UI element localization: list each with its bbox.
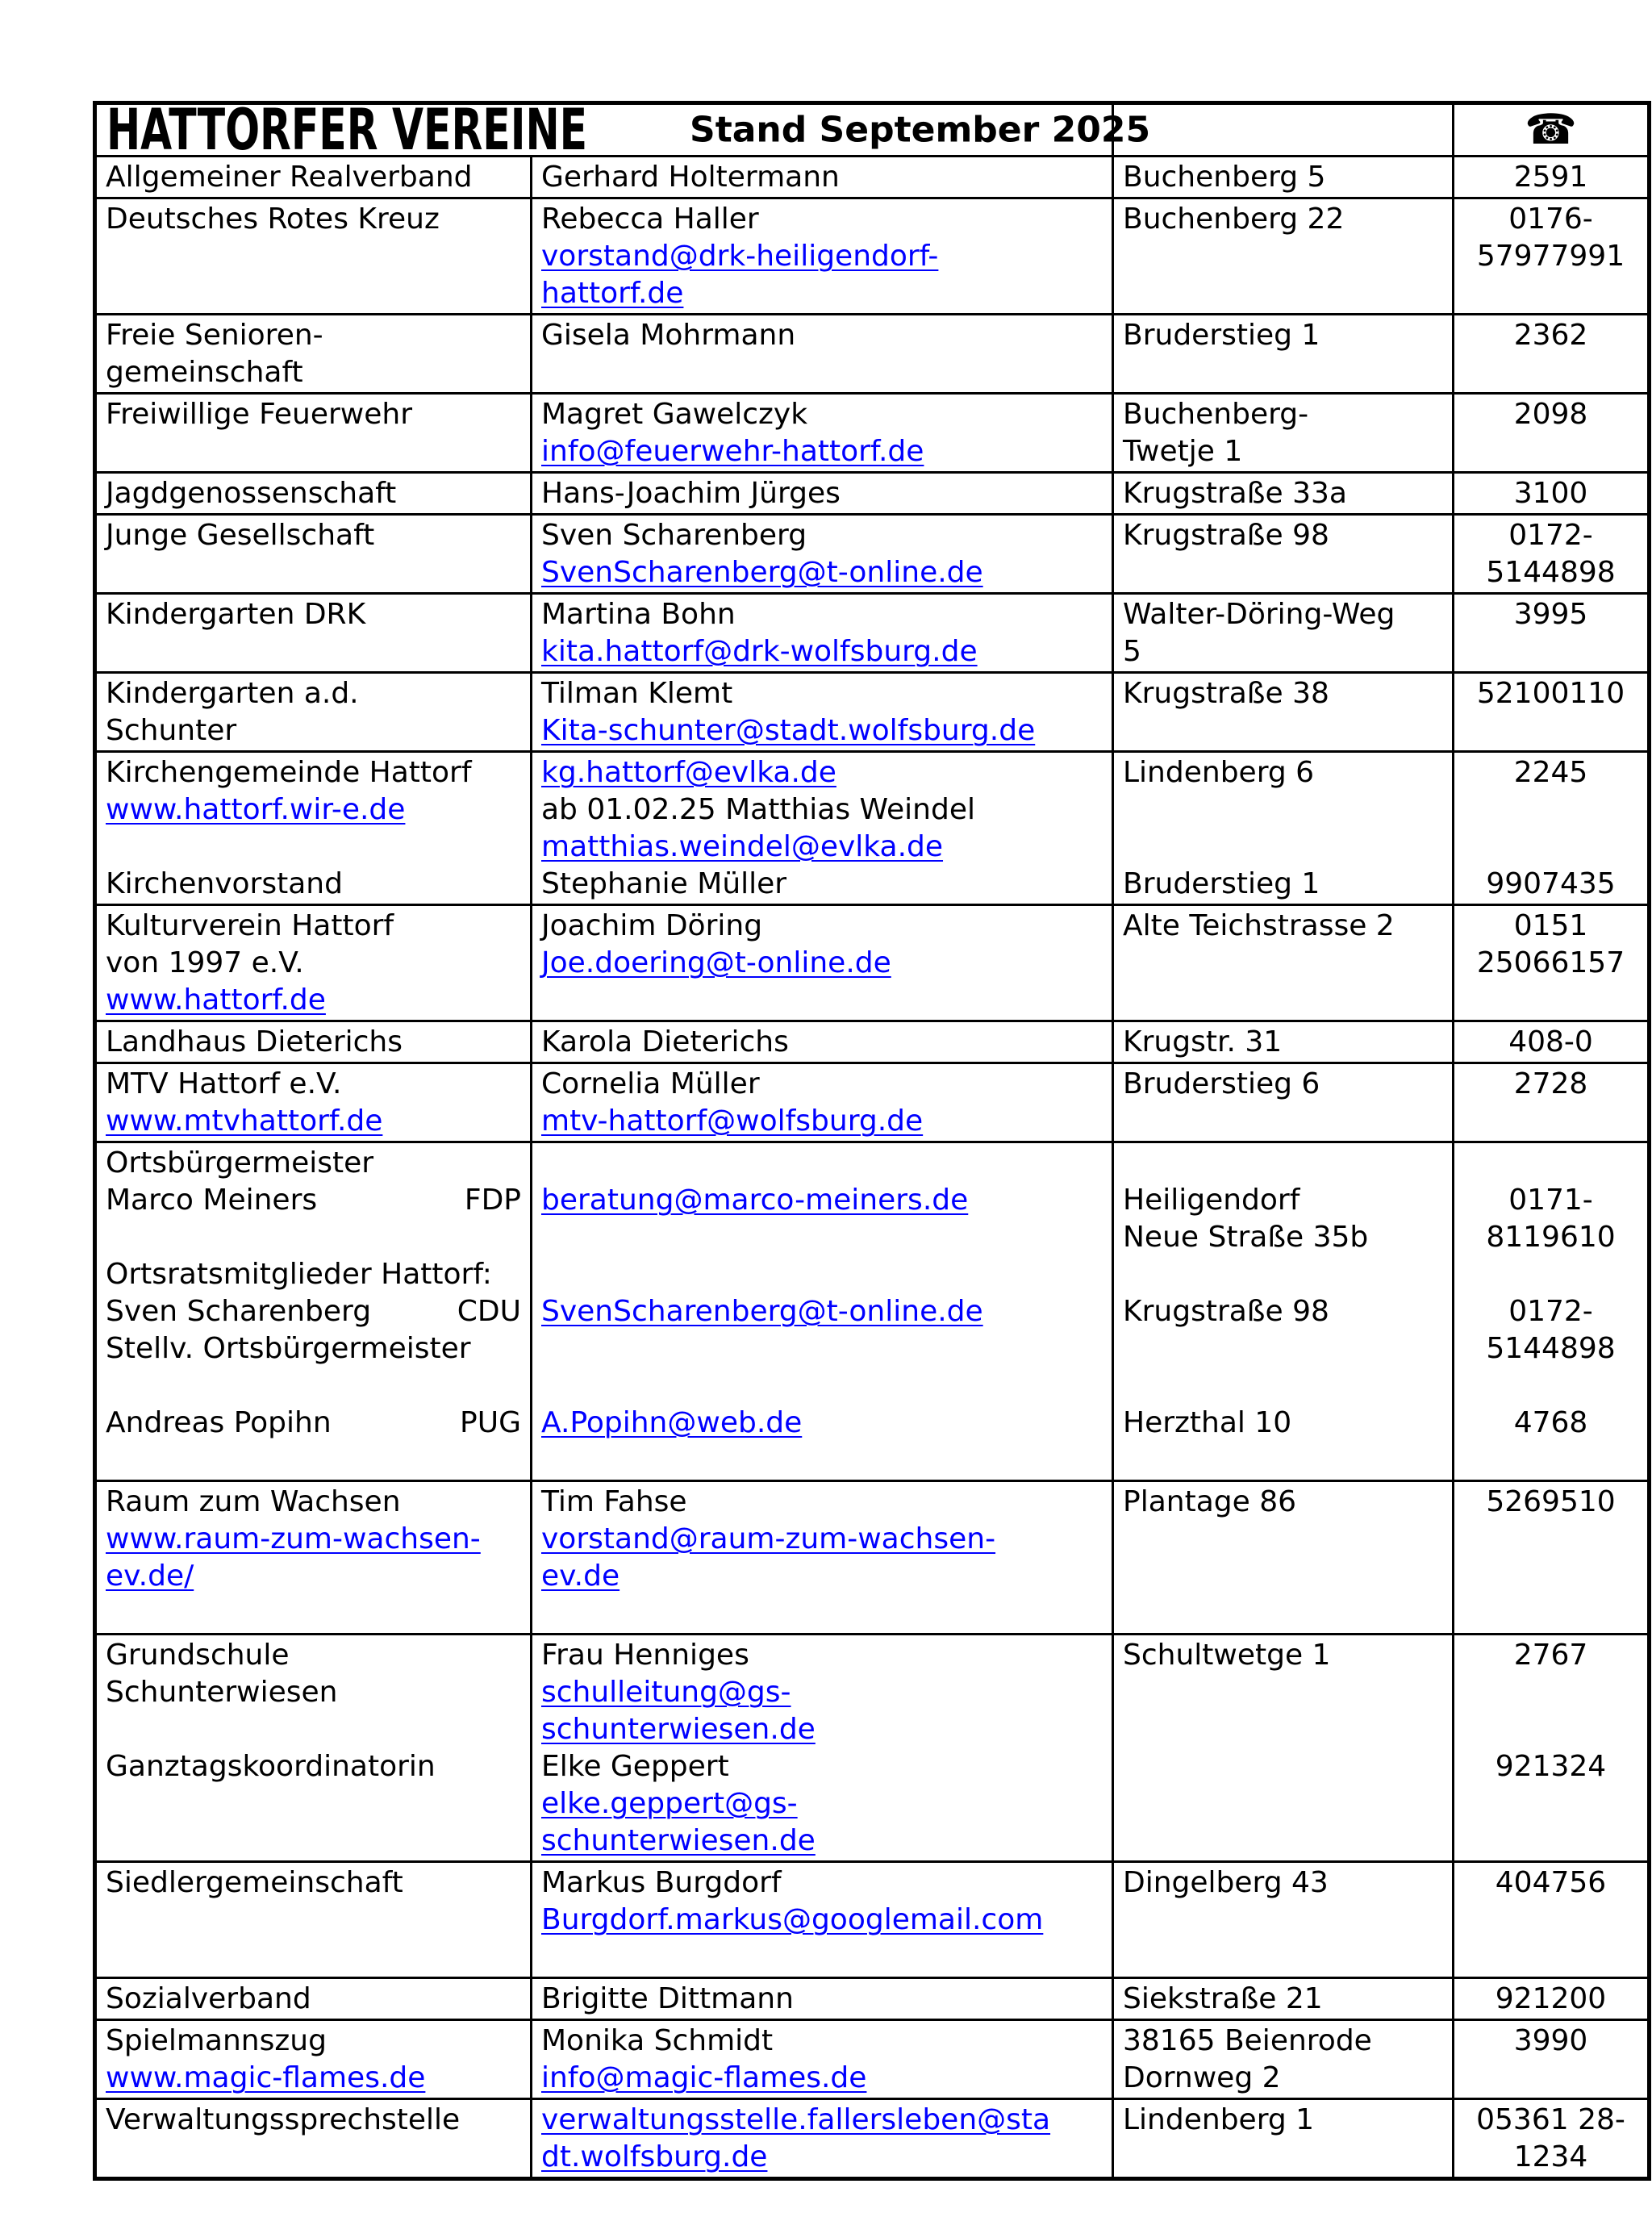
blank-line: [1123, 1330, 1443, 1367]
blank-line: [1463, 829, 1638, 866]
text-line: 5144898: [1486, 1332, 1616, 1365]
phone-cell: [1454, 1021, 1650, 1063]
text-line: Siedlergemeinschaft: [106, 1866, 403, 1899]
text-line: 0172-: [1508, 519, 1593, 552]
link-line: [541, 1785, 1103, 1823]
text-line: Schunter: [106, 714, 237, 747]
link-line: [541, 275, 1103, 312]
contact-cell: [532, 2099, 1113, 2179]
text-line: 5269510: [1486, 1485, 1616, 1518]
blank-line: [1463, 1145, 1638, 1182]
contact-cell: [532, 752, 1113, 905]
text-line: 38165 Beienrode: [1123, 2024, 1372, 2057]
contact-cell: [532, 1862, 1113, 1978]
text-line: Krugstraße 98: [1123, 519, 1329, 552]
text-line: Herzthal 10: [1123, 1406, 1292, 1439]
text-line: 1234: [1513, 2140, 1588, 2173]
blank-line: [541, 1939, 1103, 1976]
text-line: 0172-: [1508, 1295, 1593, 1328]
blank-line: [541, 1256, 1103, 1293]
link-line: [541, 2060, 1103, 2097]
blank-line: [1463, 1711, 1638, 1748]
text-line: Dingelberg 43: [1123, 1866, 1329, 1899]
contact-cell: [532, 1021, 1113, 1063]
hyperlink[interactable]: matthias.weindel@evlka.de: [541, 830, 944, 863]
text-line: Schunterwiesen: [106, 1676, 338, 1709]
club-cell: [95, 1635, 532, 1862]
text-line: Tim Fahse: [541, 1485, 687, 1518]
text-line: Spielmannszug: [106, 2024, 327, 2057]
text-line: 3995: [1513, 598, 1588, 631]
club-cell: [95, 2020, 532, 2099]
text-line: Kirchenvorstand: [106, 867, 343, 900]
table-row: [95, 2020, 1650, 2099]
contact-cell: [532, 594, 1113, 673]
text-line: Frau Henniges: [541, 1639, 749, 1672]
split-left-text: Marco Meiners: [106, 1184, 318, 1217]
header-phone-cell: [1454, 103, 1650, 157]
contact-cell: [532, 673, 1113, 752]
table-row: [95, 473, 1650, 515]
text-line: ab 01.02.25 Matthias Weindel: [541, 793, 975, 826]
address-cell: [1113, 2099, 1454, 2179]
link-line: [541, 1823, 1103, 1860]
phone-cell: [1454, 594, 1650, 673]
table-row: [95, 515, 1650, 594]
blank-line: [541, 1145, 1103, 1182]
text-line: 5: [1123, 635, 1141, 668]
hyperlink[interactable]: Kita-schunter@stadt.wolfsburg.de: [541, 714, 1036, 747]
address-cell: [1113, 394, 1454, 473]
text-line: 921200: [1495, 1982, 1607, 2015]
text-line: Kirchengemeinde Hattorf: [106, 756, 472, 789]
link-line: [541, 1405, 1103, 1442]
contact-cell: [532, 157, 1113, 198]
header-empty-cell: [1113, 103, 1454, 157]
text-line: Lindenberg 6: [1123, 756, 1315, 789]
link-line: [541, 754, 1103, 791]
hyperlink[interactable]: schunterwiesen.de: [541, 1713, 816, 1746]
phone-cell: [1454, 473, 1650, 515]
table-row: [95, 594, 1650, 673]
club-cell: [95, 673, 532, 752]
phone-cell: [1454, 198, 1650, 315]
hyperlink[interactable]: SvenScharenberg@t-online.de: [541, 556, 983, 589]
link-line: [106, 791, 521, 829]
hyperlink[interactable]: SvenScharenberg@t-online.de: [541, 1295, 983, 1328]
text-line: Krugstr. 31: [1123, 1025, 1283, 1058]
text-line: Raum zum Wachsen: [106, 1485, 401, 1518]
table-row: [95, 1481, 1650, 1635]
text-line: Buchenberg 22: [1123, 203, 1345, 236]
link-line: [541, 1103, 1103, 1140]
contact-cell: [532, 1635, 1113, 1862]
club-cell: [95, 1142, 532, 1481]
text-line: 0171-: [1508, 1184, 1593, 1217]
phone-cell: [1454, 1142, 1650, 1481]
text-line: Gisela Mohrmann: [541, 319, 796, 352]
text-line: Sozialverband: [106, 1982, 311, 2015]
text-line: 4768: [1513, 1406, 1588, 1439]
text-line: 2245: [1513, 756, 1588, 789]
hyperlink[interactable]: A.Popihn@web.de: [541, 1406, 803, 1439]
phone-cell: [1454, 315, 1650, 394]
table-row: [95, 752, 1650, 905]
table-row: [95, 1862, 1650, 1978]
text-line: Tilman Klemt: [541, 677, 733, 710]
text-line: Hans-Joachim Jürges: [541, 477, 841, 510]
link-line: [541, 2139, 1103, 2176]
contact-cell: [532, 1142, 1113, 1481]
blank-line: [1123, 1145, 1443, 1182]
link-line: [541, 433, 1103, 470]
hyperlink[interactable]: vorstand@drk-heiligendorf-: [541, 240, 939, 273]
text-line: 404756: [1495, 1866, 1607, 1899]
club-cell: [95, 315, 532, 394]
text-line: Ortsratsmitglieder Hattorf:: [106, 1258, 492, 1291]
address-cell: [1113, 594, 1454, 673]
address-cell: [1113, 673, 1454, 752]
club-cell: [95, 1978, 532, 2020]
hyperlink[interactable]: info@feuerwehr-hattorf.de: [541, 435, 924, 468]
text-line: 2098: [1513, 398, 1588, 431]
link-line: [106, 1521, 521, 1558]
address-cell: [1113, 1635, 1454, 1862]
table-row: [95, 2099, 1650, 2179]
blank-line: [1463, 1674, 1638, 1711]
blank-line: [106, 1442, 521, 1479]
text-line: Buchenberg-: [1123, 398, 1309, 431]
text-line: 25066157: [1476, 946, 1625, 979]
text-line: 5144898: [1486, 556, 1616, 589]
link-line: [541, 1521, 1103, 1558]
phone-icon: ☎: [1525, 106, 1577, 154]
hyperlink[interactable]: www.magic-flames.de: [106, 2061, 426, 2094]
table-header-row: [95, 103, 1650, 157]
link-line: [106, 1558, 521, 1595]
contact-cell: [532, 473, 1113, 515]
split-right-text: CDU: [457, 1295, 521, 1328]
table-row: [95, 198, 1650, 315]
address-cell: [1113, 157, 1454, 198]
text-line: Brigitte Dittmann: [541, 1982, 794, 2015]
text-line: Ganztagskoordinatorin: [106, 1750, 436, 1783]
link-line: [541, 1558, 1103, 1595]
blank-line: [1123, 829, 1443, 866]
contact-cell: [532, 1063, 1113, 1142]
text-line: Neue Straße 35b: [1123, 1221, 1369, 1254]
phone-cell: [1454, 515, 1650, 594]
hyperlink[interactable]: Joe.doering@t-online.de: [541, 946, 891, 979]
text-line: Dornweg 2: [1123, 2061, 1281, 2094]
split-right-text: PUG: [460, 1406, 521, 1439]
address-cell: [1113, 1142, 1454, 1481]
text-line: 2728: [1513, 1067, 1588, 1100]
text-line: Krugstraße 98: [1123, 1295, 1329, 1328]
address-cell: [1113, 752, 1454, 905]
link-line: [541, 945, 1103, 982]
blank-line: [106, 1595, 521, 1632]
text-line: Heiligendorf: [1123, 1184, 1300, 1217]
club-cell: [95, 752, 532, 905]
hyperlink[interactable]: kg.hattorf@evlka.de: [541, 756, 836, 789]
blank-line: [541, 1367, 1103, 1405]
blank-line: [1123, 1256, 1443, 1293]
blank-line: [1463, 1367, 1638, 1405]
stand-date: Stand September 2025: [690, 109, 1151, 151]
blank-line: [1463, 1256, 1638, 1293]
text-line: Jagdgenossenschaft: [106, 477, 397, 510]
vereine-table: [93, 97, 1651, 2181]
address-cell: [1113, 905, 1454, 1021]
table-row: [95, 905, 1650, 1021]
blank-line: [106, 1219, 521, 1256]
text-line: Gerhard Holtermann: [541, 161, 840, 194]
text-line: Sven Scharenberg: [541, 519, 807, 552]
hyperlink[interactable]: dt.wolfsburg.de: [541, 2140, 768, 2173]
contact-cell: [532, 515, 1113, 594]
text-line: Magret Gawelczyk: [541, 398, 808, 431]
hyperlink[interactable]: www.hattorf.de: [106, 983, 326, 1017]
text-line: Alte Teichstrasse 2: [1123, 909, 1395, 942]
address-cell: [1113, 515, 1454, 594]
text-line: Krugstraße 38: [1123, 677, 1329, 710]
text-line: [106, 1182, 521, 1219]
text-line: 2767: [1513, 1639, 1588, 1672]
text-line: Buchenberg 5: [1123, 161, 1326, 194]
hyperlink[interactable]: ev.de: [541, 1560, 620, 1593]
address-cell: [1113, 473, 1454, 515]
text-line: Allgemeiner Realverband: [106, 161, 473, 194]
hyperlink[interactable]: schunterwiesen.de: [541, 1824, 816, 1857]
text-line: 0151: [1513, 909, 1588, 942]
text-line: [106, 1293, 521, 1330]
text-line: Bruderstieg 6: [1123, 1067, 1320, 1100]
link-line: [541, 2102, 1103, 2139]
contact-cell: [532, 905, 1113, 1021]
text-line: 3990: [1513, 2024, 1588, 2057]
club-cell: [95, 1481, 532, 1635]
text-line: Junge Gesellschaft: [106, 519, 375, 552]
address-cell: [1113, 1862, 1454, 1978]
link-line: [541, 633, 1103, 670]
split-left-text: Andreas Popihn: [106, 1406, 332, 1439]
club-cell: [95, 198, 532, 315]
link-line: [541, 1902, 1103, 1939]
text-line: Landhaus Dieterichs: [106, 1025, 403, 1058]
hyperlink[interactable]: www.raum-zum-wachsen-: [106, 1522, 481, 1555]
text-line: 9907435: [1486, 867, 1616, 900]
blank-line: [106, 1367, 521, 1405]
text-line: Bruderstieg 1: [1123, 867, 1320, 900]
club-cell: [95, 594, 532, 673]
hyperlink[interactable]: ev.de/: [106, 1560, 194, 1593]
hyperlink[interactable]: info@magic-flames.de: [541, 2061, 867, 2094]
text-line: 408-0: [1508, 1025, 1593, 1058]
address-cell: [1113, 198, 1454, 315]
text-line: 0176-: [1508, 203, 1593, 236]
phone-cell: [1454, 905, 1650, 1021]
text-line: Martina Bohn: [541, 598, 736, 631]
text-line: Stephanie Müller: [541, 867, 787, 900]
text-line: gemeinschaft: [106, 356, 303, 389]
phone-cell: [1454, 1481, 1650, 1635]
link-line: [541, 712, 1103, 749]
phone-cell: [1454, 1862, 1650, 1978]
text-line: 921324: [1495, 1750, 1607, 1783]
hyperlink[interactable]: mtv-hattorf@wolfsburg.de: [541, 1104, 924, 1138]
text-line: 3100: [1513, 477, 1588, 510]
blank-line: [1123, 791, 1443, 829]
hyperlink[interactable]: elke.geppert@gs-: [541, 1787, 798, 1820]
contact-cell: [532, 394, 1113, 473]
address-cell: [1113, 315, 1454, 394]
text-line: Grundschule: [106, 1639, 290, 1672]
text-line: 52100110: [1476, 677, 1625, 710]
blank-line: [541, 1330, 1103, 1367]
text-line: Siekstraße 21: [1123, 1982, 1323, 2015]
text-line: Verwaltungssprechstelle: [106, 2103, 461, 2136]
contact-cell: [532, 315, 1113, 394]
text-line: [106, 1405, 521, 1442]
address-cell: [1113, 1021, 1454, 1063]
club-cell: [95, 1862, 532, 1978]
text-line: Stellv. Ortsbürgermeister: [106, 1332, 471, 1365]
text-line: Deutsches Rotes Kreuz: [106, 203, 440, 236]
split-left-text: Sven Scharenberg: [106, 1295, 372, 1328]
club-cell: [95, 2099, 532, 2179]
phone-cell: [1454, 2099, 1650, 2179]
hyperlink[interactable]: www.hattorf.wir-e.de: [106, 793, 406, 826]
text-line: Elke Geppert: [541, 1750, 729, 1783]
text-line: Krugstraße 33a: [1123, 477, 1347, 510]
hyperlink[interactable]: schulleitung@gs-: [541, 1676, 791, 1709]
blank-line: [541, 1219, 1103, 1256]
hyperlink[interactable]: verwaltungsstelle.fallersleben@sta: [541, 2103, 1051, 2136]
table-row: [95, 673, 1650, 752]
club-cell: [95, 473, 532, 515]
text-line: Walter-Döring-Weg: [1123, 598, 1395, 631]
blank-line: [106, 829, 521, 866]
hyperlink[interactable]: beratung@marco-meiners.de: [541, 1184, 969, 1217]
text-line: Rebecca Haller: [541, 203, 759, 236]
contact-cell: [532, 198, 1113, 315]
text-line: Schultwetge 1: [1123, 1639, 1331, 1672]
text-line: Freiwillige Feuerwehr: [106, 398, 413, 431]
table-row: [95, 1021, 1650, 1063]
address-cell: [1113, 2020, 1454, 2099]
table-row: [95, 315, 1650, 394]
table-row: [95, 1978, 1650, 2020]
text-line: Kindergarten DRK: [106, 598, 366, 631]
phone-cell: [1454, 1063, 1650, 1142]
club-cell: [95, 1063, 532, 1142]
text-line: 57977991: [1476, 240, 1625, 273]
phone-cell: [1454, 752, 1650, 905]
text-line: Kindergarten a.d.: [106, 677, 359, 710]
blank-line: [106, 1711, 521, 1748]
text-line: Monika Schmidt: [541, 2024, 774, 2057]
text-line: 2362: [1513, 319, 1588, 352]
text-line: 8119610: [1486, 1221, 1616, 1254]
phone-cell: [1454, 157, 1650, 198]
text-line: Joachim Döring: [541, 909, 763, 942]
address-cell: [1113, 1978, 1454, 2020]
link-line: [106, 982, 521, 1019]
header-title-cell: [95, 97, 1151, 163]
split-right-text: FDP: [464, 1184, 521, 1217]
club-cell: [95, 394, 532, 473]
text-line: Freie Senioren-: [106, 319, 323, 352]
link-line: [106, 1103, 521, 1140]
contact-cell: [532, 1978, 1113, 2020]
phone-cell: [1454, 1635, 1650, 1862]
text-line: 2591: [1513, 161, 1588, 194]
text-line: Plantage 86: [1123, 1485, 1297, 1518]
club-cell: [95, 905, 532, 1021]
blank-line: [1123, 1367, 1443, 1405]
phone-cell: [1454, 2020, 1650, 2099]
link-line: [541, 1711, 1103, 1748]
link-line: [541, 238, 1103, 275]
text-line: 05361 28-: [1476, 2103, 1625, 2136]
text-line: Cornelia Müller: [541, 1067, 760, 1100]
table-row: [95, 1635, 1650, 1862]
table-row: [95, 394, 1650, 473]
blank-line: [1463, 791, 1638, 829]
text-line: Karola Dieterichs: [541, 1025, 789, 1058]
text-line: von 1997 e.V.: [106, 946, 304, 979]
link-line: [541, 829, 1103, 866]
table-row: [95, 1063, 1650, 1142]
text-line: Twetje 1: [1123, 435, 1243, 468]
text-line: Lindenberg 1: [1123, 2103, 1315, 2136]
phone-cell: [1454, 394, 1650, 473]
text-line: Kulturverein Hattorf: [106, 909, 394, 942]
text-line: Ortsbürgermeister: [106, 1146, 374, 1180]
hyperlink[interactable]: hattorf.de: [541, 277, 684, 310]
hyperlink[interactable]: www.mtvhattorf.de: [106, 1104, 383, 1138]
link-line: [541, 1182, 1103, 1219]
hyperlink[interactable]: Burgdorf.markus@googlemail.com: [541, 1903, 1044, 1936]
address-cell: [1113, 1481, 1454, 1635]
link-line: [541, 554, 1103, 591]
contact-cell: [532, 1481, 1113, 1635]
text-line: Bruderstieg 1: [1123, 319, 1320, 352]
club-cell: [95, 515, 532, 594]
text-line: MTV Hattorf e.V.: [106, 1067, 342, 1100]
address-cell: [1113, 1063, 1454, 1142]
club-cell: [95, 1021, 532, 1063]
link-line: [541, 1293, 1103, 1330]
phone-cell: [1454, 673, 1650, 752]
link-line: [541, 1674, 1103, 1711]
phone-cell: [1454, 1978, 1650, 2020]
contact-cell: [532, 2020, 1113, 2099]
link-line: [106, 2060, 521, 2097]
text-line: Markus Burgdorf: [541, 1866, 782, 1899]
table-row: [95, 1142, 1650, 1481]
hyperlink[interactable]: kita.hattorf@drk-wolfsburg.de: [541, 635, 978, 668]
hyperlink[interactable]: vorstand@raum-zum-wachsen-: [541, 1522, 996, 1555]
page-title: HATTORFER VEREINE: [106, 97, 588, 163]
